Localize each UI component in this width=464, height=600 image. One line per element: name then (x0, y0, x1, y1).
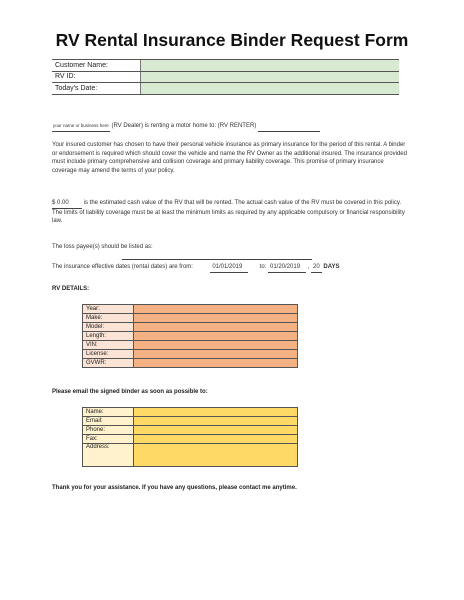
rv-details-heading: RV DETAILS: (52, 286, 90, 292)
loss-payee-label: The loss payee(s) should be listed as: (52, 244, 153, 250)
todays-date-row (52, 83, 399, 95)
contact-address-label: Address: (83, 444, 134, 467)
rv-detail-row (83, 341, 298, 350)
days-count-field[interactable]: 20 (311, 263, 322, 273)
rv-detail-row (83, 332, 298, 341)
effective-dates-label: The insurance effective dates (rental dates) are from: (52, 264, 193, 270)
rv-id-row (52, 71, 399, 83)
customer-name-label: Customer Name: (52, 60, 141, 72)
contact-email-field[interactable] (134, 417, 298, 426)
rv-detail-row (83, 323, 298, 332)
rv-length-field[interactable] (134, 332, 298, 341)
form-title: RV Rental Insurance Binder Request Form (55, 30, 409, 50)
rv-vin-label: VIN: (83, 341, 134, 350)
date-from-field[interactable]: 01/01/2019 (210, 263, 248, 273)
coverage-paragraph: Your insured customer has chosen to have their personal vehicle insurance as primary insurance for the period of this rental. A binder or endorsement is required which should cover the vehicle and name the RV Owner as the additional insured. The insurance provided must include primary comprehensive and collision coverage and primary liability coverage. This promise of primary insurance coverage may amend the terms of your policy. (52, 142, 407, 174)
contact-email-label: Email: (83, 417, 134, 426)
cash-value-paragraph (52, 199, 407, 226)
contact-phone-field[interactable] (134, 426, 298, 435)
thank-you-note: Thank you for your assistance. If you have any questions, please contact me anytime. (52, 485, 297, 491)
rv-vin-field[interactable] (134, 341, 298, 350)
contact-name-field[interactable] (134, 408, 298, 417)
rv-renter-field[interactable] (258, 124, 320, 132)
email-contact-row (83, 417, 298, 426)
contact-fax-field[interactable] (134, 435, 298, 444)
email-contact-row (83, 426, 298, 435)
date-separator: , (307, 264, 310, 270)
contact-address-field[interactable] (134, 444, 298, 467)
days-label: DAYS (323, 264, 340, 270)
rental-intro-line (52, 122, 412, 132)
rv-make-label: Make: (83, 314, 134, 323)
email-contact-row (83, 408, 298, 417)
rv-detail-row (83, 350, 298, 359)
rv-year-label: Year: (83, 305, 134, 314)
rv-gvwr-field[interactable] (134, 359, 298, 368)
rv-id-field[interactable] (141, 71, 400, 83)
todays-date-label: Today's Date: (52, 83, 141, 95)
rv-id-label: RV ID: (52, 71, 141, 83)
rv-length-label: Length: (83, 332, 134, 341)
email-contact-row (83, 435, 298, 444)
rv-detail-row (83, 305, 298, 314)
date-to-field[interactable]: 01/20/2019 (268, 263, 306, 273)
contact-name-label: Name: (83, 408, 134, 417)
rv-detail-row (83, 359, 298, 368)
todays-date-field[interactable] (141, 83, 400, 95)
date-to-label: to: (259, 264, 267, 270)
loss-payee-field[interactable] (122, 252, 312, 260)
rv-year-field[interactable] (134, 305, 298, 314)
customer-info-table (52, 59, 399, 95)
contact-fax-label: Fax: (83, 435, 134, 444)
rv-license-label: License: (83, 350, 134, 359)
customer-name-row (52, 60, 399, 72)
rv-make-field[interactable] (134, 314, 298, 323)
email-heading: Please email the signed binder as soon as possible to: (52, 389, 208, 395)
cash-value-field[interactable]: $ 0.00 (52, 199, 82, 209)
email-contact-row (83, 444, 298, 467)
rental-intro-text: (RV Dealer) is renting a motor home to: (RV RENTER) (111, 123, 257, 129)
loss-payee-line (52, 243, 412, 260)
rv-details-table (82, 304, 298, 368)
rv-gvwr-label: GVWR: (83, 359, 134, 368)
rv-model-field[interactable] (134, 323, 298, 332)
rv-license-field[interactable] (134, 350, 298, 359)
contact-phone-label: Phone: (83, 426, 134, 435)
email-contact-table (82, 407, 298, 467)
cash-value-text: is the estimated cash value of the RV that will be rented. The actual cash value of the RV must be covered in this policy. The limits of liability coverage must be at least the minimum limits as required by any applicable compulsory or financial responsibility law. (52, 200, 405, 225)
rv-detail-row (83, 314, 298, 323)
customer-name-field[interactable] (141, 60, 400, 72)
effective-dates-line (52, 263, 412, 273)
rv-model-label: Model: (83, 323, 134, 332)
business-name-field[interactable]: your name or business here (52, 122, 110, 132)
